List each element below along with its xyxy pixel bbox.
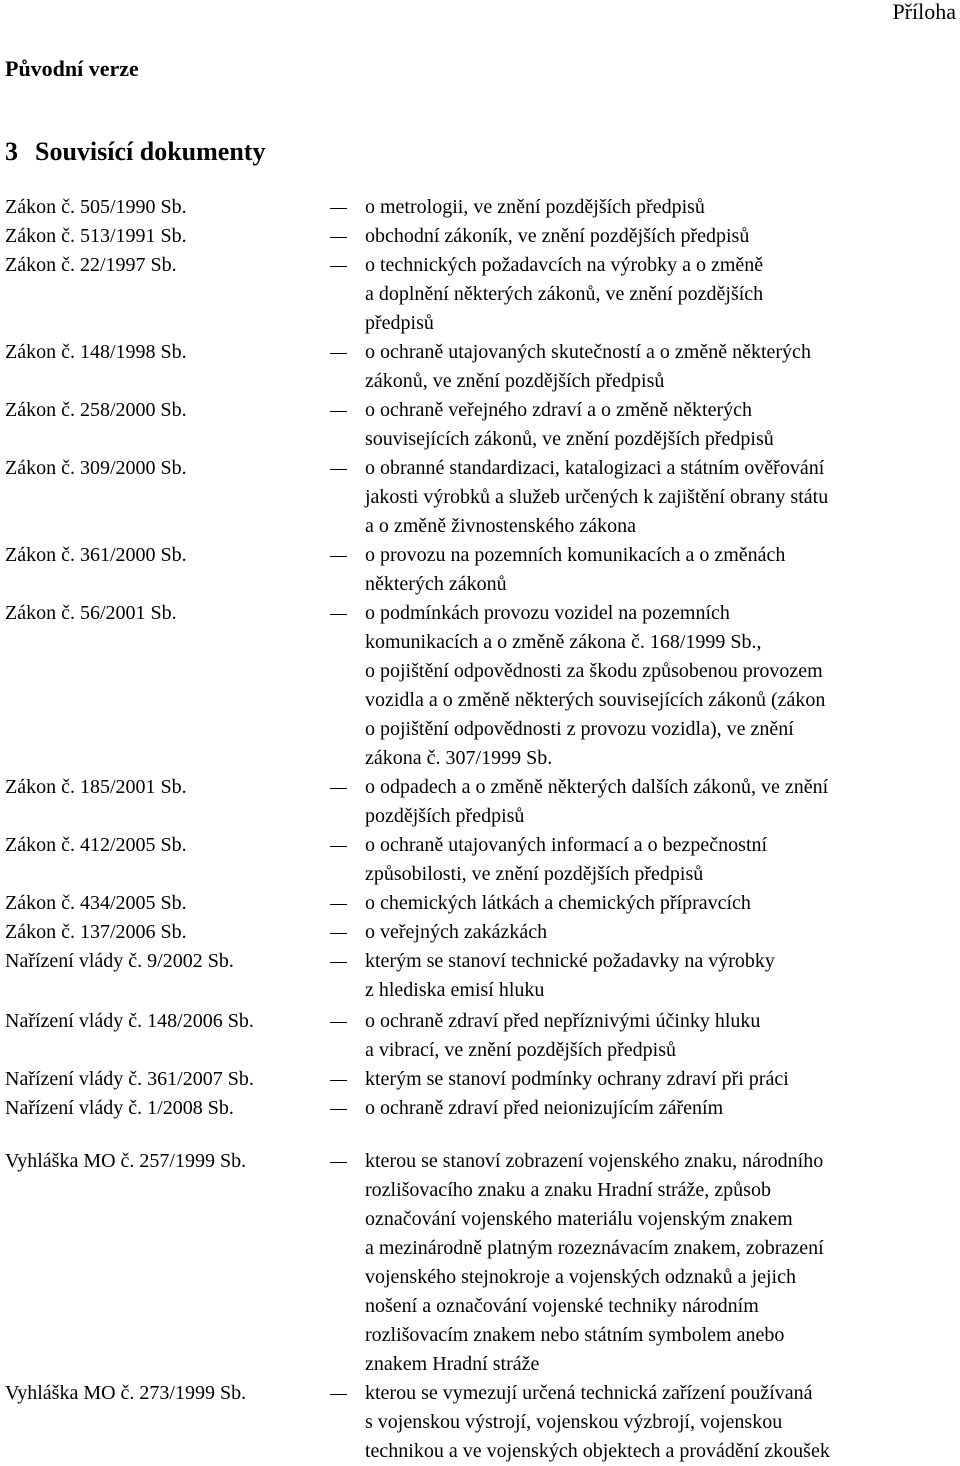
document-entry [5, 1379, 960, 1466]
document-id: Zákon č. 137/2006 Sb. [5, 921, 187, 943]
document-description: o chemických látkách a chemických přípravcích [365, 892, 751, 914]
document-entry [5, 1147, 960, 1379]
dash-separator [325, 193, 365, 222]
dash-separator [325, 338, 365, 367]
document-id: Zákon č. 361/2000 Sb. [5, 544, 187, 566]
document-entry [5, 251, 960, 338]
dash-separator [325, 773, 365, 802]
document-description: kterým se stanoví podmínky ochrany zdraví při práci [365, 1068, 789, 1090]
document-entry [5, 193, 960, 222]
document-entry [5, 1065, 960, 1094]
document-description: obchodní zákoník, ve znění pozdějších předpisů [365, 225, 750, 247]
document-entry [5, 947, 960, 1005]
dash-separator [325, 396, 365, 425]
dash-separator [325, 541, 365, 570]
document-description: o ochraně veřejného zdraví a o změně některých souvisejících zákonů, ve znění pozdějších předpisů [365, 399, 774, 450]
document-id: Nařízení vlády č. 1/2008 Sb. [5, 1097, 234, 1119]
dash-separator [325, 251, 365, 280]
document-entry [5, 1007, 960, 1065]
document-description: o ochraně utajovaných skutečností a o změně některých zákonů, ve znění pozdějších předpisů [365, 341, 811, 392]
dash-separator [325, 1007, 365, 1036]
document-id: Vyhláška MO č. 273/1999 Sb. [5, 1382, 247, 1404]
document-description: o ochraně zdraví před nepříznivými účinky hluku a vibrací, ve znění pozdějších předpisů [365, 1010, 761, 1061]
document-entry [5, 454, 960, 541]
document-description: o ochraně utajovaných informací a o bezpečnostní způsobilosti, ve znění pozdějších předpisů [365, 834, 768, 885]
section-number: 3 [5, 137, 18, 166]
document-description: kterou se vymezují určená technická zařízení používaná s vojenskou výstrojí, vojenskou výzbrojí, vojenskou technikou a ve vojenských objektech a provádění zkoušek [365, 1382, 830, 1462]
document-description: o provozu na pozemních komunikacích a o změnách některých zákonů [365, 544, 786, 595]
dash-separator [325, 889, 365, 918]
dash-separator [325, 222, 365, 251]
dash-separator [325, 831, 365, 860]
dash-separator [325, 1379, 365, 1408]
document-entry [5, 889, 960, 918]
dash-separator [325, 1094, 365, 1123]
document-description: kterým se stanoví technické požadavky na výrobky z hlediska emisí hluku [365, 950, 775, 1001]
document-id: Zákon č. 56/2001 Sb. [5, 602, 177, 624]
document-entry [5, 338, 960, 396]
document-description: o podmínkách provozu vozidel na pozemních komunikacích a o změně zákona č. 168/1999 Sb., o pojištění odpovědnosti za škodu způsobenou provozem vozidla a o změně některých souvisejících zákonů (zákon o pojištění odpovědnosti z provozu vozidla), ve znění zákona č. 307/1999 Sb. [365, 602, 826, 769]
document-id: Nařízení vlády č. 148/2006 Sb. [5, 1010, 254, 1032]
document-entry [5, 541, 960, 599]
section-title: Souvisící dokumenty [35, 137, 266, 166]
dash-separator [325, 1147, 365, 1176]
document-description: o metrologii, ve znění pozdějších předpisů [365, 196, 705, 218]
document-entry [5, 918, 960, 947]
dash-separator [325, 599, 365, 628]
document-id: Zákon č. 513/1991 Sb. [5, 225, 187, 247]
document-id: Nařízení vlády č. 361/2007 Sb. [5, 1068, 254, 1090]
document-id: Nařízení vlády č. 9/2002 Sb. [5, 950, 234, 972]
document-id: Zákon č. 412/2005 Sb. [5, 834, 187, 856]
document-description: o veřejných zakázkách [365, 921, 548, 943]
document-entry [5, 599, 960, 773]
document-description: kterou se stanoví zobrazení vojenského znaku, národního rozlišovacího znaku a znaku Hradní stráže, způsob označování vojenského materiálu vojenským znakem a mezinárodně platným rozeznávacím znakem, zobrazení vojenského stejnokroje a vojenských odznaků a jejich nošení a označování vojenské techniky národním rozlišovacím znakem nebo státním symbolem anebo znakem Hradní stráže [365, 1150, 824, 1375]
document-description: o obranné standardizaci, katalogizaci a státním ověřování jakosti výrobků a služeb určených k zajištění obrany státu a o změně živnostenského zákona [365, 457, 829, 537]
document-id: Zákon č. 505/1990 Sb. [5, 196, 187, 218]
document-description: o technických požadavcích na výrobky a o změně a doplnění některých zákonů, ve znění pozdějších předpisů [365, 254, 764, 334]
document-id: Zákon č. 22/1997 Sb. [5, 254, 177, 276]
document-entry [5, 222, 960, 251]
document-id: Zákon č. 148/1998 Sb. [5, 341, 187, 363]
document-entry [5, 396, 960, 454]
document-id: Zákon č. 185/2001 Sb. [5, 776, 187, 798]
document-id: Vyhláška MO č. 257/1999 Sb. [5, 1150, 247, 1172]
document-id: Zákon č. 258/2000 Sb. [5, 399, 187, 421]
section-heading [5, 137, 265, 167]
dash-separator [325, 1065, 365, 1094]
dash-separator [325, 454, 365, 483]
document-id: Zákon č. 434/2005 Sb. [5, 892, 187, 914]
document-entry [5, 1094, 960, 1123]
document-description: o ochraně zdraví před neionizujícím zářením [365, 1097, 724, 1119]
annex-label: Příloha [892, 0, 956, 24]
dash-separator [325, 947, 365, 976]
document-entry [5, 831, 960, 889]
version-heading: Původní verze [5, 56, 139, 81]
related-documents-list [5, 193, 960, 1466]
document-description: o odpadech a o změně některých dalších zákonů, ve znění pozdějších předpisů [365, 776, 829, 827]
dash-separator [325, 918, 365, 947]
document-entry [5, 773, 960, 831]
document-id: Zákon č. 309/2000 Sb. [5, 457, 187, 479]
